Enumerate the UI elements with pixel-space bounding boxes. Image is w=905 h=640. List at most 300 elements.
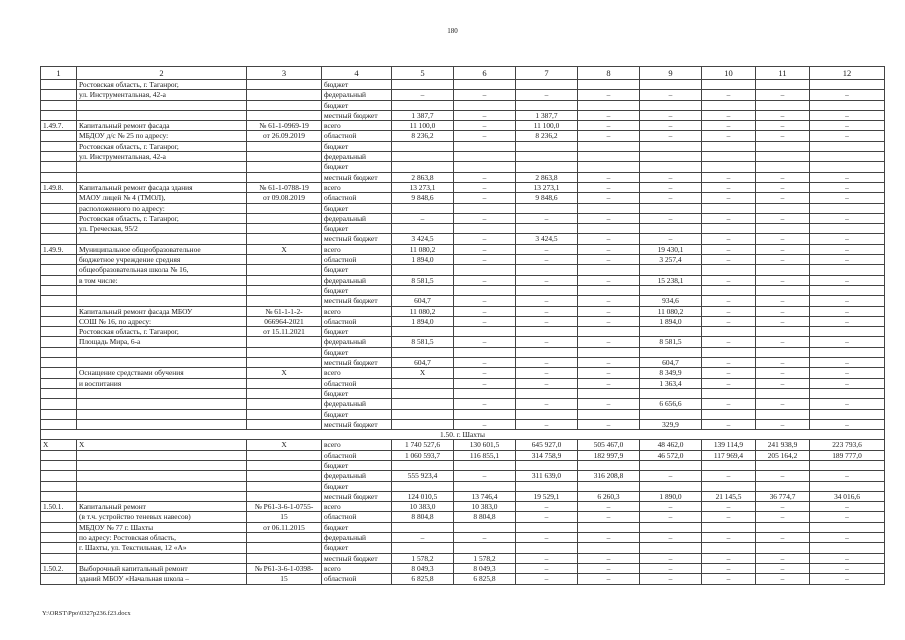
amount-cell: – bbox=[810, 296, 885, 306]
amount-cell bbox=[392, 80, 454, 90]
amount-cell: 6 260,3 bbox=[578, 491, 640, 501]
amount-cell: – bbox=[578, 193, 640, 203]
table-row bbox=[41, 285, 885, 295]
amount-cell: – bbox=[810, 255, 885, 265]
amount-cell: – bbox=[454, 296, 516, 306]
amount-cell: – bbox=[756, 502, 810, 512]
amount-cell bbox=[702, 141, 756, 151]
amount-cell bbox=[702, 100, 756, 110]
amount-cell: – bbox=[756, 182, 810, 192]
item-number-cell bbox=[41, 491, 77, 501]
amount-cell: 604,7 bbox=[392, 296, 454, 306]
amount-cell: – bbox=[702, 121, 756, 131]
table-row bbox=[41, 131, 885, 141]
amount-cell: – bbox=[454, 255, 516, 265]
amount-cell: 1 387,7 bbox=[392, 110, 454, 120]
amount-cell bbox=[454, 522, 516, 532]
item-number-cell bbox=[41, 224, 77, 234]
amount-cell: 8 236,2 bbox=[516, 131, 578, 141]
budget-source-cell: федеральный bbox=[322, 275, 392, 285]
object-name-cell bbox=[77, 399, 247, 409]
budget-table bbox=[40, 66, 885, 585]
item-number-cell bbox=[41, 574, 77, 584]
amount-cell bbox=[640, 265, 702, 275]
amount-cell: – bbox=[810, 563, 885, 573]
amount-cell: – bbox=[702, 533, 756, 543]
budget-source-cell: бюджет bbox=[322, 80, 392, 90]
amount-cell: – bbox=[810, 275, 885, 285]
amount-cell bbox=[392, 543, 454, 553]
object-name-cell: Капитальный ремонт фасада МБОУ bbox=[77, 306, 247, 316]
amount-cell bbox=[640, 141, 702, 151]
document-cell bbox=[247, 213, 322, 223]
amount-cell: 934,6 bbox=[640, 296, 702, 306]
object-name-cell: зданий МБОУ «Начальная школа – bbox=[77, 574, 247, 584]
document-cell bbox=[247, 460, 322, 470]
amount-cell bbox=[516, 388, 578, 398]
amount-cell bbox=[810, 152, 885, 162]
amount-cell: 316 208,8 bbox=[578, 471, 640, 481]
amount-cell bbox=[756, 224, 810, 234]
amount-cell bbox=[516, 285, 578, 295]
amount-cell: – bbox=[516, 306, 578, 316]
amount-cell: – bbox=[454, 316, 516, 326]
amount-cell: – bbox=[454, 213, 516, 223]
amount-cell bbox=[756, 327, 810, 337]
table-row bbox=[41, 481, 885, 491]
amount-cell bbox=[756, 347, 810, 357]
amount-cell bbox=[640, 347, 702, 357]
object-name-cell bbox=[77, 419, 247, 429]
item-number-cell bbox=[41, 234, 77, 244]
budget-source-cell: федеральный bbox=[322, 399, 392, 409]
amount-cell bbox=[702, 327, 756, 337]
item-number-cell bbox=[41, 553, 77, 563]
budget-source-cell: местный бюджет bbox=[322, 419, 392, 429]
amount-cell: 182 997,9 bbox=[578, 450, 640, 460]
amount-cell bbox=[702, 285, 756, 295]
table-row bbox=[41, 141, 885, 151]
section-title: 1.50. г. Шахты bbox=[41, 430, 885, 440]
amount-cell bbox=[756, 265, 810, 275]
table-row bbox=[41, 296, 885, 306]
amount-cell bbox=[578, 100, 640, 110]
amount-cell: – bbox=[578, 296, 640, 306]
amount-cell: – bbox=[640, 193, 702, 203]
amount-cell bbox=[702, 162, 756, 172]
item-number-cell bbox=[41, 306, 77, 316]
amount-cell: – bbox=[756, 512, 810, 522]
column-number: 2 bbox=[77, 67, 247, 80]
item-number-cell: 1.49.7. bbox=[41, 121, 77, 131]
item-number-cell bbox=[41, 275, 77, 285]
document-cell bbox=[247, 471, 322, 481]
column-number: 1 bbox=[41, 67, 77, 80]
object-name-cell bbox=[77, 471, 247, 481]
amount-cell: – bbox=[454, 110, 516, 120]
table-row bbox=[41, 337, 885, 347]
amount-cell bbox=[578, 460, 640, 470]
amount-cell bbox=[640, 522, 702, 532]
amount-cell: 46 572,0 bbox=[640, 450, 702, 460]
document-cell: 15 bbox=[247, 512, 322, 522]
budget-source-cell: федеральный bbox=[322, 337, 392, 347]
budget-source-cell: всего bbox=[322, 368, 392, 378]
amount-cell bbox=[392, 378, 454, 388]
amount-cell: – bbox=[640, 182, 702, 192]
amount-cell: – bbox=[702, 306, 756, 316]
amount-cell bbox=[702, 481, 756, 491]
amount-cell: – bbox=[640, 533, 702, 543]
document-cell: 15 bbox=[247, 574, 322, 584]
amount-cell: – bbox=[578, 399, 640, 409]
table-row bbox=[41, 182, 885, 192]
amount-cell bbox=[702, 460, 756, 470]
item-number-cell bbox=[41, 358, 77, 368]
table-row bbox=[41, 574, 885, 584]
item-number-cell bbox=[41, 378, 77, 388]
amount-cell bbox=[640, 327, 702, 337]
amount-cell: – bbox=[516, 296, 578, 306]
amount-cell bbox=[454, 388, 516, 398]
amount-cell: – bbox=[516, 275, 578, 285]
amount-cell bbox=[392, 409, 454, 419]
amount-cell: – bbox=[810, 337, 885, 347]
amount-cell bbox=[640, 543, 702, 553]
amount-cell bbox=[578, 409, 640, 419]
document-cell bbox=[247, 162, 322, 172]
budget-source-cell: всего bbox=[322, 502, 392, 512]
amount-cell: – bbox=[578, 553, 640, 563]
table-row bbox=[41, 460, 885, 470]
amount-cell: – bbox=[702, 574, 756, 584]
amount-cell: – bbox=[702, 182, 756, 192]
amount-cell bbox=[516, 80, 578, 90]
amount-cell: 21 145,5 bbox=[702, 491, 756, 501]
budget-source-cell: областной bbox=[322, 193, 392, 203]
budget-source-cell: областной bbox=[322, 255, 392, 265]
object-name-cell bbox=[77, 172, 247, 182]
amount-cell bbox=[702, 224, 756, 234]
amount-cell: – bbox=[702, 275, 756, 285]
amount-cell: – bbox=[392, 213, 454, 223]
object-name-cell bbox=[77, 388, 247, 398]
amount-cell bbox=[640, 285, 702, 295]
amount-cell bbox=[392, 285, 454, 295]
amount-cell: 8 804,8 bbox=[392, 512, 454, 522]
amount-cell: 1 890,0 bbox=[640, 491, 702, 501]
amount-cell: – bbox=[702, 110, 756, 120]
amount-cell bbox=[810, 543, 885, 553]
page-number: 180 bbox=[447, 27, 458, 35]
budget-source-cell: всего bbox=[322, 306, 392, 316]
amount-cell: – bbox=[640, 131, 702, 141]
table-row bbox=[41, 388, 885, 398]
amount-cell: 11 100,0 bbox=[516, 121, 578, 131]
amount-cell: 11 080,2 bbox=[392, 306, 454, 316]
amount-cell: – bbox=[578, 182, 640, 192]
amount-cell bbox=[516, 460, 578, 470]
document-cell bbox=[247, 80, 322, 90]
document-cell bbox=[247, 450, 322, 460]
amount-cell: 6 825,8 bbox=[454, 574, 516, 584]
table-row bbox=[41, 255, 885, 265]
amount-cell: – bbox=[756, 358, 810, 368]
amount-cell: – bbox=[578, 316, 640, 326]
amount-cell bbox=[454, 347, 516, 357]
amount-cell: – bbox=[810, 419, 885, 429]
amount-cell bbox=[392, 265, 454, 275]
document-cell: от 06.11.2015 bbox=[247, 522, 322, 532]
document-cell: Х bbox=[247, 244, 322, 254]
amount-cell bbox=[810, 409, 885, 419]
amount-cell: – bbox=[702, 213, 756, 223]
object-name-cell: Ростовская область, г. Таганрог, bbox=[77, 141, 247, 151]
amount-cell bbox=[810, 285, 885, 295]
amount-cell: – bbox=[454, 471, 516, 481]
amount-cell bbox=[454, 152, 516, 162]
amount-cell: 8 236,2 bbox=[392, 131, 454, 141]
item-number-cell bbox=[41, 419, 77, 429]
amount-cell bbox=[516, 481, 578, 491]
amount-cell: – bbox=[640, 574, 702, 584]
table-row bbox=[41, 450, 885, 460]
amount-cell: – bbox=[810, 182, 885, 192]
item-number-cell bbox=[41, 162, 77, 172]
amount-cell bbox=[578, 327, 640, 337]
amount-cell bbox=[640, 388, 702, 398]
amount-cell bbox=[756, 543, 810, 553]
document-cell: Х bbox=[247, 368, 322, 378]
object-name-cell bbox=[77, 450, 247, 460]
amount-cell bbox=[702, 347, 756, 357]
amount-cell bbox=[702, 203, 756, 213]
amount-cell: – bbox=[454, 419, 516, 429]
table-row bbox=[41, 80, 885, 90]
amount-cell bbox=[454, 100, 516, 110]
amount-cell bbox=[810, 224, 885, 234]
amount-cell: – bbox=[810, 378, 885, 388]
column-number-row bbox=[41, 67, 885, 80]
amount-cell: – bbox=[578, 337, 640, 347]
column-number: 5 bbox=[392, 67, 454, 80]
budget-source-cell: областной bbox=[322, 574, 392, 584]
table-row bbox=[41, 121, 885, 131]
item-number-cell bbox=[41, 543, 77, 553]
object-name-cell: в том числе: bbox=[77, 275, 247, 285]
column-number: 6 bbox=[454, 67, 516, 80]
amount-cell: – bbox=[640, 234, 702, 244]
document-cell bbox=[247, 337, 322, 347]
budget-source-cell: федеральный bbox=[322, 471, 392, 481]
amount-cell: – bbox=[516, 502, 578, 512]
item-number-cell: 1.49.9. bbox=[41, 244, 77, 254]
file-path-footer: Y:\ORST\Ppo\0327p236.f23.docx bbox=[42, 610, 131, 617]
amount-cell bbox=[756, 522, 810, 532]
amount-cell: – bbox=[702, 316, 756, 326]
amount-cell: 116 855,1 bbox=[454, 450, 516, 460]
item-number-cell bbox=[41, 512, 77, 522]
item-number-cell bbox=[41, 296, 77, 306]
amount-cell: – bbox=[640, 563, 702, 573]
amount-cell: – bbox=[810, 512, 885, 522]
item-number-cell bbox=[41, 213, 77, 223]
amount-cell: 314 758,9 bbox=[516, 450, 578, 460]
amount-cell bbox=[756, 388, 810, 398]
amount-cell: 11 080,2 bbox=[640, 306, 702, 316]
object-name-cell: Капитальный ремонт bbox=[77, 502, 247, 512]
item-number-cell bbox=[41, 368, 77, 378]
amount-cell: – bbox=[640, 471, 702, 481]
amount-cell: – bbox=[756, 255, 810, 265]
amount-cell bbox=[392, 327, 454, 337]
amount-cell: – bbox=[516, 399, 578, 409]
amount-cell bbox=[578, 224, 640, 234]
object-name-cell bbox=[77, 162, 247, 172]
table-row bbox=[41, 306, 885, 316]
amount-cell bbox=[756, 285, 810, 295]
amount-cell bbox=[516, 347, 578, 357]
table-row bbox=[41, 347, 885, 357]
document-cell bbox=[247, 141, 322, 151]
amount-cell: – bbox=[756, 110, 810, 120]
item-number-cell bbox=[41, 172, 77, 182]
document-cell bbox=[247, 378, 322, 388]
amount-cell bbox=[454, 327, 516, 337]
column-number: 4 bbox=[322, 67, 392, 80]
object-name-cell bbox=[77, 347, 247, 357]
document-cell bbox=[247, 285, 322, 295]
amount-cell: 604,7 bbox=[640, 358, 702, 368]
amount-cell: – bbox=[702, 563, 756, 573]
amount-cell bbox=[578, 80, 640, 90]
amount-cell bbox=[756, 460, 810, 470]
budget-source-cell: местный бюджет bbox=[322, 296, 392, 306]
amount-cell: 329,9 bbox=[640, 419, 702, 429]
item-number-cell: Х bbox=[41, 440, 77, 450]
amount-cell: 645 927,0 bbox=[516, 440, 578, 450]
amount-cell: – bbox=[756, 471, 810, 481]
item-number-cell bbox=[41, 110, 77, 120]
amount-cell bbox=[756, 409, 810, 419]
amount-cell: 1 363,4 bbox=[640, 378, 702, 388]
amount-cell: 8 804,8 bbox=[454, 512, 516, 522]
amount-cell bbox=[392, 162, 454, 172]
amount-cell: – bbox=[702, 399, 756, 409]
budget-source-cell: бюджет bbox=[322, 481, 392, 491]
amount-cell: – bbox=[810, 193, 885, 203]
amount-cell: 8 581,5 bbox=[392, 337, 454, 347]
table-row bbox=[41, 440, 885, 450]
amount-cell bbox=[640, 152, 702, 162]
amount-cell bbox=[810, 388, 885, 398]
item-number-cell bbox=[41, 533, 77, 543]
amount-cell: – bbox=[516, 533, 578, 543]
amount-cell bbox=[516, 152, 578, 162]
document-cell bbox=[247, 172, 322, 182]
object-name-cell: МБДОУ д/с № 25 по адресу: bbox=[77, 131, 247, 141]
amount-cell: – bbox=[756, 553, 810, 563]
item-number-cell bbox=[41, 327, 77, 337]
amount-cell: 604,7 bbox=[392, 358, 454, 368]
item-number-cell bbox=[41, 285, 77, 295]
amount-cell bbox=[454, 224, 516, 234]
amount-cell bbox=[756, 80, 810, 90]
table-row bbox=[41, 522, 885, 532]
item-number-cell bbox=[41, 193, 77, 203]
amount-cell bbox=[454, 460, 516, 470]
amount-cell: 19 430,1 bbox=[640, 244, 702, 254]
table-row bbox=[41, 316, 885, 326]
object-name-cell: Ростовская область, г. Таганрог, bbox=[77, 213, 247, 223]
amount-cell bbox=[516, 265, 578, 275]
amount-cell bbox=[392, 399, 454, 409]
object-name-cell bbox=[77, 358, 247, 368]
amount-cell: 9 848,6 bbox=[392, 193, 454, 203]
amount-cell bbox=[516, 203, 578, 213]
table-row bbox=[41, 533, 885, 543]
amount-cell: – bbox=[640, 502, 702, 512]
item-number-cell bbox=[41, 90, 77, 100]
amount-cell: 130 601,5 bbox=[454, 440, 516, 450]
amount-cell bbox=[392, 203, 454, 213]
table-row bbox=[41, 553, 885, 563]
amount-cell: – bbox=[756, 316, 810, 326]
amount-cell: – bbox=[810, 121, 885, 131]
amount-cell: – bbox=[454, 193, 516, 203]
object-name-cell bbox=[77, 234, 247, 244]
amount-cell: – bbox=[810, 358, 885, 368]
table-row bbox=[41, 203, 885, 213]
amount-cell: 1 894,0 bbox=[392, 316, 454, 326]
object-name-cell bbox=[77, 491, 247, 501]
object-name-cell: МАОУ лицей № 4 (ТМОЛ), bbox=[77, 193, 247, 203]
amount-cell: 1 894,0 bbox=[640, 316, 702, 326]
amount-cell bbox=[516, 224, 578, 234]
amount-cell bbox=[578, 285, 640, 295]
amount-cell: – bbox=[702, 255, 756, 265]
amount-cell: – bbox=[756, 533, 810, 543]
amount-cell bbox=[454, 543, 516, 553]
document-cell: 066964-2021 bbox=[247, 316, 322, 326]
amount-cell bbox=[516, 162, 578, 172]
budget-source-cell: бюджет bbox=[322, 327, 392, 337]
amount-cell: – bbox=[578, 234, 640, 244]
amount-cell: 3 257,4 bbox=[640, 255, 702, 265]
column-number: 9 bbox=[640, 67, 702, 80]
amount-cell: 505 467,0 bbox=[578, 440, 640, 450]
amount-cell bbox=[702, 265, 756, 275]
amount-cell: – bbox=[516, 244, 578, 254]
amount-cell: – bbox=[810, 316, 885, 326]
document-cell: от 26.09.2019 bbox=[247, 131, 322, 141]
amount-cell: – bbox=[578, 378, 640, 388]
amount-cell: – bbox=[578, 172, 640, 182]
amount-cell: – bbox=[578, 244, 640, 254]
amount-cell bbox=[516, 409, 578, 419]
document-cell bbox=[247, 543, 322, 553]
item-number-cell bbox=[41, 203, 77, 213]
amount-cell: 11 080,2 bbox=[392, 244, 454, 254]
item-number-cell bbox=[41, 460, 77, 470]
table-row bbox=[41, 172, 885, 182]
table-row bbox=[41, 563, 885, 573]
amount-cell: – bbox=[756, 399, 810, 409]
amount-cell bbox=[454, 162, 516, 172]
document-cell bbox=[247, 90, 322, 100]
document-cell bbox=[247, 388, 322, 398]
amount-cell: 124 010,5 bbox=[392, 491, 454, 501]
